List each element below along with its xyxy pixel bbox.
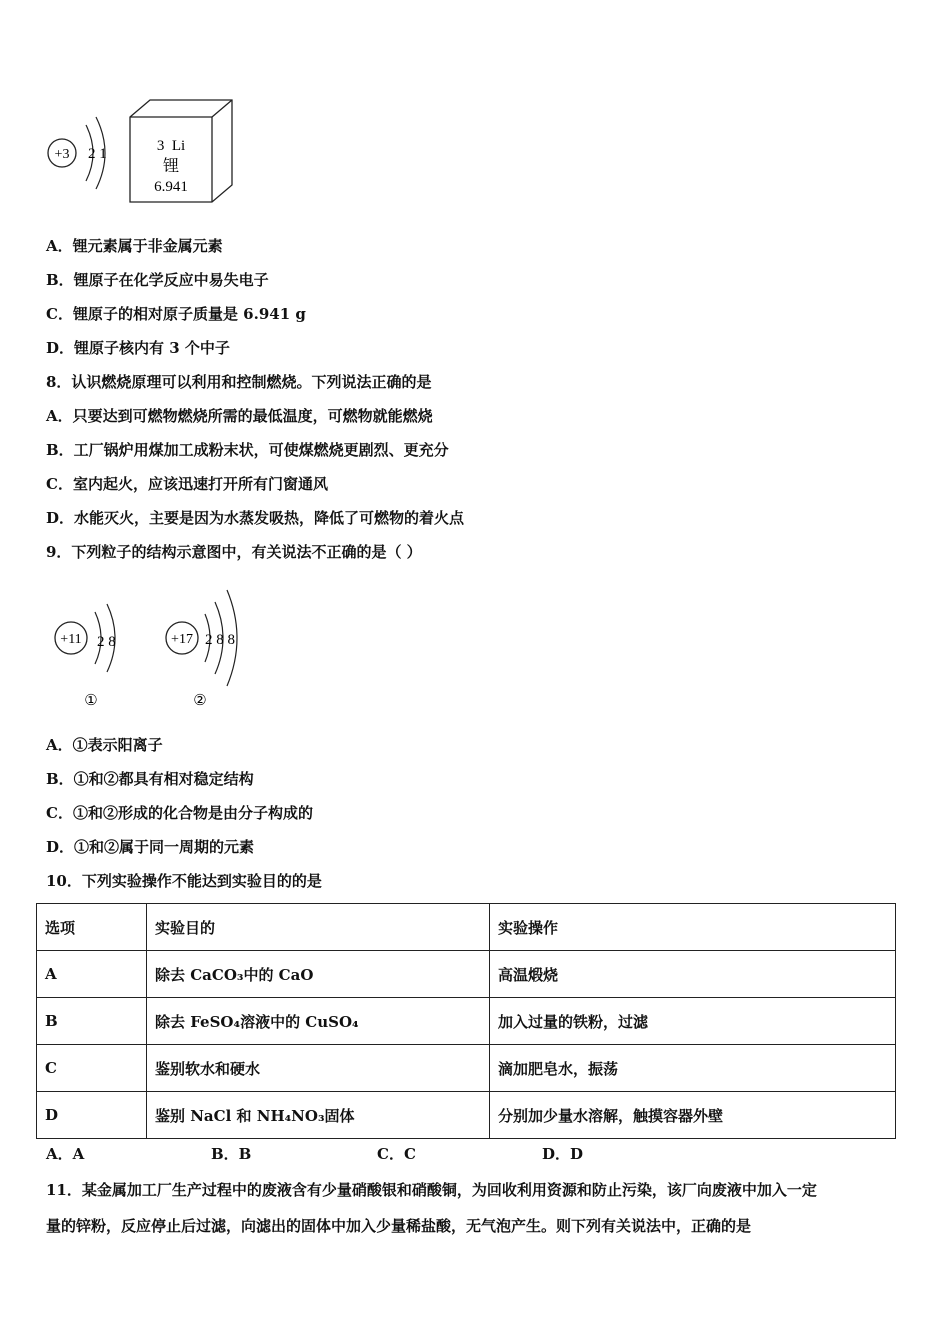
particle-2-label: ② xyxy=(193,693,207,709)
table-cell: B xyxy=(37,998,147,1045)
table-header-cell: 实验目的 xyxy=(147,904,490,951)
q10-answer-a: A．A xyxy=(46,1145,85,1163)
table-cell: D xyxy=(37,1092,147,1139)
table-cell: 除去 CaCO₃中的 CaO xyxy=(147,951,490,998)
particle-1-charge: +11 xyxy=(60,632,82,647)
experiment-table xyxy=(36,903,896,1139)
table-cell: 除去 FeSO₄溶液中的 CuSO₄ xyxy=(147,998,490,1045)
q8-option-b: B．工厂锅炉用煤加工成粉末状，可使煤燃烧更剧烈、更充分 xyxy=(46,441,449,459)
q10-answer-c: C．C xyxy=(377,1145,416,1163)
q8-option-d: D．水能灭火，主要是因为水蒸发吸热，降低了可燃物的着火点 xyxy=(46,509,465,527)
q9-option-d: D．①和②属于同一周期的元素 xyxy=(46,838,255,856)
q10-stem: 10．下列实验操作不能达到实验目的的是 xyxy=(46,872,322,890)
q10-answer-b: B．B xyxy=(211,1145,252,1163)
q7-option-c: C．锂原子的相对原子质量是 6.941 g xyxy=(46,305,306,323)
q8-stem: 8．认识燃烧原理可以利用和控制燃烧。下列说法正确的是 xyxy=(46,373,432,391)
particle-1-shells: 2 8 xyxy=(97,634,116,650)
table-row xyxy=(37,998,896,1045)
table-header-cell: 实验操作 xyxy=(490,904,896,951)
table-header-cell: 选项 xyxy=(37,904,147,951)
particle-2-diagram xyxy=(166,590,237,709)
lithium-figure xyxy=(40,95,250,210)
table-cell: A xyxy=(37,951,147,998)
q11-stem xyxy=(46,1172,906,1244)
q7-option-a: A．锂元素属于非金属元素 xyxy=(46,237,223,255)
lithium-shell-electrons: 2 1 xyxy=(88,146,107,162)
table-row xyxy=(37,1092,896,1139)
table-row xyxy=(37,1045,896,1092)
element-number-symbol: 3 Li xyxy=(156,138,186,154)
q9-option-c: C．①和②形成的化合物是由分子构成的 xyxy=(46,804,313,822)
lithium-element-cell xyxy=(130,100,232,202)
table-cell: 鉴别 NaCl 和 NH₄NO₃固体 xyxy=(147,1092,490,1139)
q7-option-d: D．锂原子核内有 3 个中子 xyxy=(46,339,230,357)
q8-option-c: C．室内起火，应该迅速打开所有门窗通风 xyxy=(46,475,328,493)
lithium-nucleus-charge: +3 xyxy=(54,147,70,162)
table-cell: 高温煅烧 xyxy=(490,951,896,998)
table-row xyxy=(37,951,896,998)
element-name: 锂 xyxy=(162,158,180,175)
q8-option-a: A．只要达到可燃物燃烧所需的最低温度，可燃物就能燃烧 xyxy=(46,407,433,425)
table-header-row xyxy=(37,904,896,951)
particle-1-diagram xyxy=(55,604,116,709)
lithium-atom-diagram xyxy=(48,117,107,189)
particle-2-shells: 2 8 8 xyxy=(205,632,235,648)
table-cell: 加入过量的铁粉，过滤 xyxy=(490,998,896,1045)
q7-option-b: B．锂原子在化学反应中易失电子 xyxy=(46,271,269,289)
table-cell: 滴加肥皂水，振荡 xyxy=(490,1045,896,1092)
q11-stem-line-1: 11．某金属加工厂生产过程中的废液含有少量硝酸银和硝酸铜，为回收利用资源和防止污染，该厂向废液中加入一定 xyxy=(46,1181,817,1199)
q10-answer-d: D．D xyxy=(542,1145,584,1163)
q11-stem-line-2: 量的锌粉，反应停止后过滤，向滤出的固体中加入少量稀盐酸，无气泡产生。则下列有关说法中，正确的是 xyxy=(46,1217,752,1235)
element-mass: 6.941 xyxy=(154,179,188,195)
particle-diagrams xyxy=(45,578,265,713)
q9-option-b: B．①和②都具有相对稳定结构 xyxy=(46,770,254,788)
particle-2-charge: +17 xyxy=(171,632,193,647)
table-cell: C xyxy=(37,1045,147,1092)
q9-option-a: A．①表示阳离子 xyxy=(46,736,163,754)
table-cell: 分别加少量水溶解，触摸容器外壁 xyxy=(490,1092,896,1139)
table-cell: 鉴别软水和硬水 xyxy=(147,1045,490,1092)
particle-1-label: ① xyxy=(84,693,98,709)
q9-stem: 9．下列粒子的结构示意图中，有关说法不正确的是（ ） xyxy=(46,543,422,561)
